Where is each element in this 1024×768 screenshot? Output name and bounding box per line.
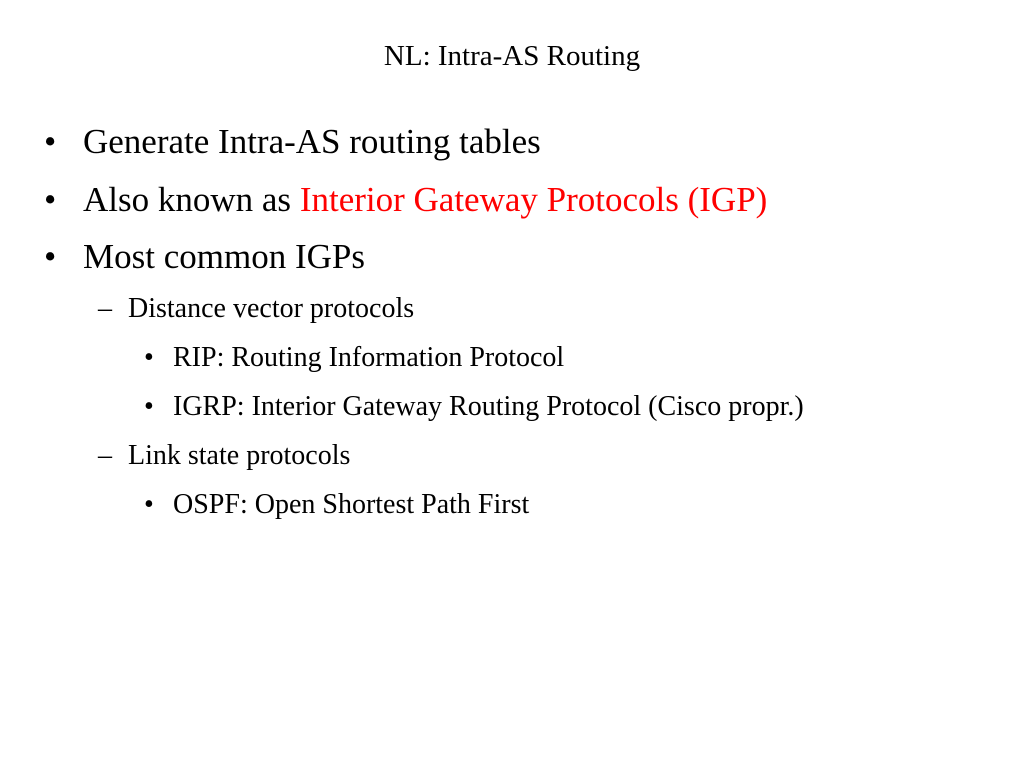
bullet-marker: • — [144, 391, 154, 422]
bullet-marker: • — [144, 342, 154, 373]
sub-item-distance-vector — [98, 292, 414, 326]
sub-sub-item-rip — [144, 341, 564, 375]
bullet-text: Most common IGPs — [83, 237, 365, 276]
slide-title: NL: Intra-AS Routing — [383, 40, 641, 72]
bullet-text: Also known as — [83, 180, 300, 219]
bullet-also-known-as — [44, 179, 767, 221]
sub-sub-item-igrp — [144, 390, 804, 424]
sub-sub-item-text: OSPF: Open Shortest Path First — [173, 489, 530, 520]
sub-item-text: Link state protocols — [128, 440, 351, 471]
dash-marker: – — [98, 293, 112, 324]
dash-marker: – — [98, 440, 112, 471]
bullet-marker: • — [44, 122, 57, 161]
bullet-most-common-igps — [44, 236, 365, 278]
bullet-marker: • — [44, 180, 57, 219]
bullet-generate-tables — [44, 121, 541, 163]
sub-item-link-state — [98, 439, 350, 473]
sub-item-text: Distance vector protocols — [128, 293, 415, 324]
sub-sub-item-text: IGRP: Interior Gateway Routing Protocol (Cisco propr.) — [173, 391, 804, 422]
highlighted-term: Interior Gateway Protocols (IGP) — [299, 180, 768, 219]
bullet-text: Generate Intra-AS routing tables — [83, 122, 541, 161]
bullet-marker: • — [44, 237, 57, 276]
sub-sub-item-text: RIP: Routing Information Protocol — [173, 342, 565, 373]
bullet-marker: • — [144, 489, 154, 520]
sub-sub-item-ospf — [144, 488, 529, 522]
